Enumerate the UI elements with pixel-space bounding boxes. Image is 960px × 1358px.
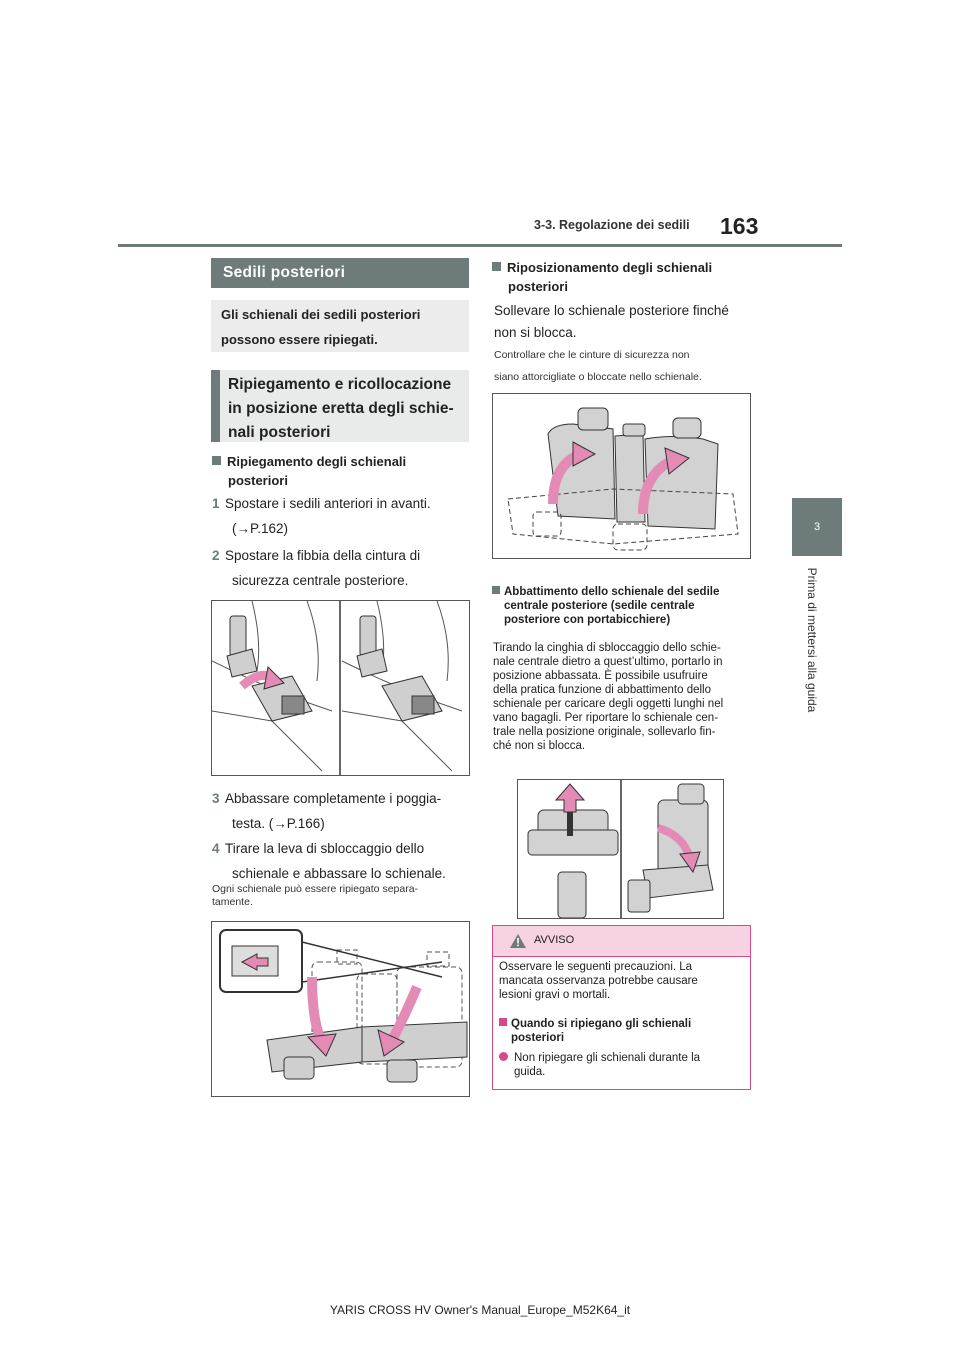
- bullet-line: Abbattimento dello schienale del sedile: [504, 586, 720, 598]
- chapter-title: Prima di mettersi alla guida: [805, 567, 819, 713]
- warning-line: Osservare le seguenti precauzioni. La: [499, 961, 693, 973]
- step-number: 2: [212, 548, 220, 563]
- bullet-ripiegamento: [212, 452, 472, 490]
- warning-line: lesioni gravi o mortali.: [499, 989, 611, 1001]
- note-line: Ogni schienale può essere ripiegato separa-: [212, 883, 419, 895]
- warning-intro: [499, 960, 747, 1002]
- warning-header: [493, 926, 750, 957]
- bullet-line: centrale posteriore (sedile centrale: [504, 600, 695, 612]
- chapter-title-vertical: [742, 560, 882, 720]
- warning-triangle-icon: [510, 934, 526, 948]
- note-cinture: [494, 344, 756, 388]
- step-number: 4: [212, 841, 220, 856]
- para-line: trale nella posizione originale, sollevarlo fin-: [493, 726, 716, 738]
- step-2: [212, 543, 472, 593]
- bullet-line: Riposizionamento degli schienali: [507, 260, 713, 275]
- bullet-line: posteriori: [511, 1032, 565, 1044]
- para-line: schienale per caricare degli oggetti lunghi nel: [493, 698, 724, 710]
- step-number: 1: [212, 496, 220, 511]
- subheading-line: nali posteriori: [228, 424, 331, 441]
- center-seatback-illustration: [518, 780, 723, 918]
- bullet-riposizionamento: [492, 258, 752, 296]
- intro-line: possono essere ripiegati.: [221, 332, 378, 347]
- note-line: Controllare che le cinture di sicurezza non: [494, 349, 690, 361]
- step-text: Spostare i sedili anteriori in avanti.: [225, 496, 431, 511]
- note-ripiegato: [212, 883, 472, 909]
- bullet-abbattimento: [492, 585, 754, 627]
- square-bullet-icon: [212, 456, 221, 465]
- heading-text: Sedili posteriori: [223, 264, 346, 281]
- step-1: [212, 491, 472, 541]
- step-text: sicurezza centrale posteriore.: [232, 573, 409, 588]
- header-rule: [118, 244, 842, 247]
- raise-illustration: [493, 394, 750, 558]
- figure-raise-seatbacks: [492, 393, 751, 559]
- step-number: 3: [212, 791, 220, 806]
- note-line: tamente.: [212, 896, 253, 908]
- step-ref: (→P.162): [232, 521, 289, 536]
- step-text: schienale e abbassare lo schienale.: [232, 866, 446, 881]
- para-line: posizione abbassata. È possibile usufruire: [493, 670, 708, 682]
- warning-bullet: [499, 1017, 747, 1045]
- step-text: Spostare la fibbia della cintura di: [225, 548, 421, 563]
- bullet-line: Ripiegamento degli schienali: [227, 454, 407, 469]
- para-line: ché non si blocca.: [493, 740, 586, 752]
- step-text: testa. (→P.166): [232, 816, 325, 831]
- step-text: Abbassare completamente i poggia-: [225, 791, 442, 806]
- dot-line: Non ripiegare gli schienali durante la: [514, 1052, 701, 1064]
- bullet-line: Quando si ripiegano gli schienali: [511, 1018, 692, 1030]
- buckle-illustration: [212, 601, 469, 775]
- figure-fold-seatbacks: [211, 921, 470, 1097]
- dot-line: guida.: [514, 1066, 546, 1078]
- para-line: Tirando la cinghia di sbloccaggio dello schie-: [493, 642, 721, 654]
- chapter-number: 3: [813, 521, 821, 533]
- square-bullet-icon: [499, 1018, 507, 1026]
- warning-box: [492, 925, 751, 1090]
- body-sollevare: [494, 300, 754, 344]
- body-line: non si blocca.: [494, 325, 577, 340]
- subheading-ripiegamento: [211, 370, 469, 442]
- step-3: [212, 786, 472, 836]
- square-bullet-icon: [492, 586, 500, 594]
- dot-bullet-icon: [499, 1052, 508, 1061]
- warning-title: AVVISO: [534, 934, 575, 946]
- page-number: 163: [720, 213, 759, 239]
- subheading-line: Ripiegamento e ricollocazione: [228, 376, 452, 393]
- square-bullet-icon: [492, 262, 501, 271]
- warning-line: mancata osservanza potrebbe causare: [499, 975, 698, 987]
- step-4: [212, 836, 472, 886]
- intro-line: Gli schienali dei sedili posteriori: [221, 307, 421, 322]
- step-text: Tirare la leva di sbloccaggio dello: [225, 841, 425, 856]
- fold-illustration: [212, 922, 469, 1096]
- paragraph-abbattimento: [493, 641, 757, 753]
- subheading-line: in posizione eretta degli schie-: [228, 400, 454, 417]
- note-line: siano attorcigliate o bloccate nello schienale.: [494, 371, 702, 383]
- para-line: della pratica funzione di abbattimento dello: [493, 684, 712, 696]
- bullet-line: posteriori: [228, 473, 288, 488]
- bullet-line: posteriore con portabicchiere): [504, 614, 671, 626]
- warning-dot-item: [499, 1051, 747, 1079]
- chapter-tab: [792, 498, 842, 556]
- intro-box: [211, 300, 469, 352]
- para-line: nale centrale dietro a quest’ultimo, portarlo in: [493, 656, 723, 668]
- para-line: vano bagagli. Per riportare lo schienale cen-: [493, 712, 719, 724]
- figure-buckle: [211, 600, 470, 776]
- heading-sedili-posteriori: [211, 258, 469, 288]
- footer-manual-name: YARIS CROSS HV Owner's Manual_Europe_M52K64_it: [329, 1303, 631, 1317]
- figure-center-seatback: [517, 779, 724, 919]
- section-title: 3-3. Regolazione dei sedili: [534, 218, 690, 232]
- bullet-line: posteriori: [508, 279, 568, 294]
- body-line: Sollevare lo schienale posteriore finché: [494, 303, 729, 318]
